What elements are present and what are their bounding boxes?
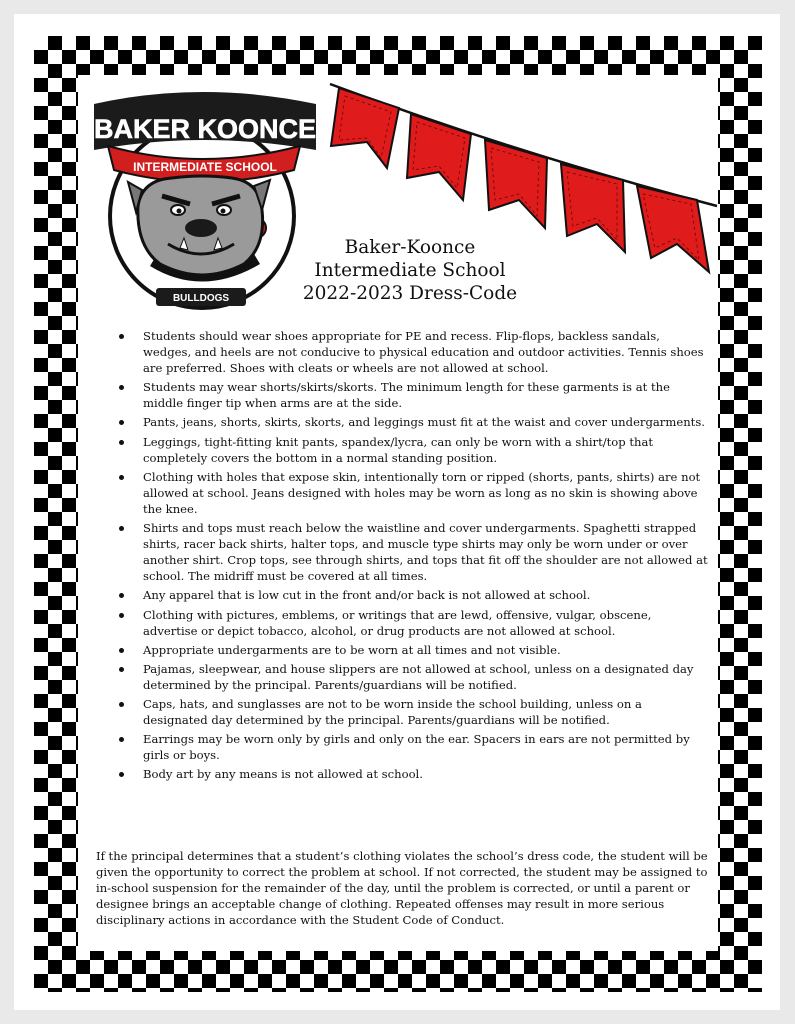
bullet-icon (119, 475, 124, 480)
list-item: Caps, hats, and sunglasses are not to be worn inside the school building, unless on a designated day determined by the principal. Parents/guardians will be notified. (98, 696, 708, 728)
pennant-flag (331, 88, 399, 168)
bullet-icon (119, 440, 124, 445)
pennant-flag (561, 164, 625, 252)
dress-code-rules (98, 328, 708, 785)
list-item: Pajamas, sleepwear, and house slippers are not allowed at school, unless on a designated day determined by the principal. Parents/guardians will be notified. (98, 661, 708, 693)
list-item: Students should wear shoes appropriate for PE and recess. Flip-flops, backless sandals, wedges, and heels are not conducive to physical education and outdoor activities. Tennis shoes are preferred. Shoes with cleats or wheels are not allowed at school. (98, 328, 708, 376)
logo-mascot-label: BULLDOGS (172, 293, 230, 304)
list-item: Clothing with pictures, emblems, or writings that are lewd, offensive, vulgar, obscene, advertise or depict tobacco, alcohol, or drug products are not allowed at school. (98, 607, 708, 639)
bullet-icon (119, 593, 124, 598)
bullet-icon (119, 613, 124, 618)
bullet-icon (119, 420, 124, 425)
list-item: Students may wear shorts/skirts/skorts. The minimum length for these garments is at the middle finger tip when arms are at the side. (98, 379, 708, 411)
closing-paragraph: If the principal determines that a student’s clothing violates the school’s dress code, the student will be given the opportunity to correct the problem at school. If not corrected, the student may be assigned to in-school suspension for the remainder of the day, until the problem is corrected, or until a parent or designee brings an acceptable change of clothing. Repeated offenses may result in more serious disciplinary actions in accordance with the Student Code of Conduct. (96, 849, 708, 928)
list-item: Appropriate undergarments are to be worn at all times and not visible. (98, 642, 708, 658)
bullet-icon (119, 385, 124, 390)
list-item: Shirts and tops must reach below the waistline and cover undergarments. Spaghetti strapped shirts, racer back shirts, halter tops, and muscle type shirts may only be worn under or over another shirt. Crop tops, see through shirts, and tops that fit off the shoulder are not allowed at school. The midriff must be covered at all times. (98, 520, 708, 584)
bullet-icon (119, 334, 124, 339)
list-item: Clothing with holes that expose skin, intentionally torn or ripped (shorts, pants, shirts) are not allowed at school. Jeans designed with holes may be worn as long as no skin is showing above the knee. (98, 469, 708, 517)
list-item: Leggings, tight-fitting knit pants, spandex/lycra, can only be worn with a shirt/top that completely covers the bottom in a normal standing position. (98, 434, 708, 466)
pennant-flag (407, 114, 471, 200)
title-line-1: Baker-Koonce (344, 237, 476, 258)
title-line-3: 2022-2023 Dress-Code (302, 283, 518, 304)
bullet-icon (119, 667, 124, 672)
bullet-icon (119, 737, 124, 742)
logo-school-name: BAKER KOONCE (93, 114, 317, 144)
list-item: Any apparel that is low cut in the front and/or back is not allowed at school. (98, 587, 708, 603)
list-item: Pants, jeans, shorts, skirts, skorts, and leggings must fit at the waist and cover undergarments. (98, 414, 708, 430)
bullet-icon (119, 772, 124, 777)
pennant-flag (637, 186, 709, 272)
pennant-flag (485, 140, 547, 228)
bullet-icon (119, 702, 124, 707)
list-item: Body art by any means is not allowed at school. (98, 766, 708, 782)
bullet-icon (119, 648, 124, 653)
page-title (260, 236, 560, 305)
bullet-icon (119, 526, 124, 531)
logo-ribbon-text: INTERMEDIATE SCHOOL (133, 160, 277, 174)
list-item: Earrings may be worn only by girls and only on the ear. Spacers in ears are not permitted by girls or boys. (98, 731, 708, 763)
title-line-2: Intermediate School (314, 260, 506, 281)
